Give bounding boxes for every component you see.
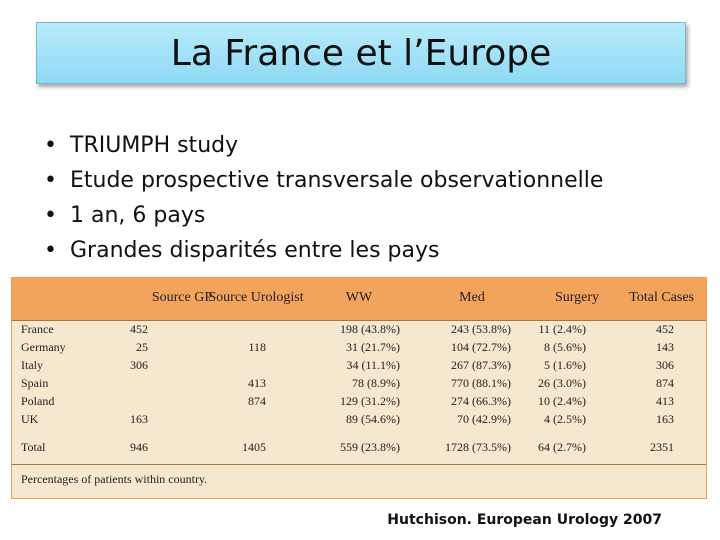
table-cell-med: 274 (66.3%) [451, 394, 511, 408]
table-cell-med: 70 (42.9%) [457, 412, 511, 426]
table-cell-surgery: 5 (1.6%) [544, 358, 586, 372]
table-cell-med: 104 (72.7%) [451, 340, 511, 354]
table-cell-country: Poland [21, 394, 55, 408]
table-cell-med: 1728 (73.5%) [445, 440, 511, 454]
bullet-text: Etude prospective transversale observationnelle [70, 168, 604, 193]
table-cell-ww: 31 (21.7%) [346, 340, 400, 354]
table-cell-gp: 946 [130, 440, 148, 454]
table-cell-uro: 413 [248, 376, 266, 390]
bullet-item [44, 198, 603, 233]
bullet-item [44, 163, 603, 198]
table-cell-uro: 874 [248, 394, 266, 408]
slide-title: La France et l’Europe [170, 32, 552, 74]
bullet-list [44, 128, 603, 268]
table-cell-surgery: 4 (2.5%) [544, 412, 586, 426]
table-cell-surgery: 26 (3.0%) [538, 376, 586, 390]
header-rule [12, 320, 706, 321]
table-cell-country: Spain [21, 376, 49, 390]
citation: Hutchison. European Urology 2007 [387, 512, 662, 528]
table-cell-total: 163 [656, 412, 674, 426]
data-table [11, 277, 707, 499]
table-header-cell: Surgery [554, 290, 600, 305]
bullet-icon: • [44, 168, 57, 193]
table-cell-country: UK [21, 412, 39, 426]
table-cell-gp: 452 [130, 322, 148, 336]
table-cell-uro: 1405 [242, 440, 266, 454]
bullet-icon: • [44, 203, 57, 228]
table-cell-total: 874 [656, 376, 674, 390]
table-cell-gp: 25 [136, 340, 148, 354]
table-cell-surgery: 64 (2.7%) [538, 440, 586, 454]
table-cell-ww: 78 (8.9%) [352, 376, 400, 390]
table-header-cell: Source Urologist [208, 290, 304, 305]
table-cell-med: 243 (53.8%) [451, 322, 511, 336]
table-header-cell: WW [345, 290, 373, 305]
table-cell-uro: 118 [248, 340, 266, 354]
table-cell-country: France [21, 322, 54, 336]
table-cell-ww: 559 (23.8%) [340, 440, 400, 454]
table-footnote: Percentages of patients within country. [21, 472, 208, 486]
table-cell-country: Germany [21, 340, 66, 354]
table-cell-total: 306 [656, 358, 674, 372]
bullet-text: Grandes disparités entre les pays [70, 238, 440, 263]
table-cell-country: Italy [21, 358, 43, 372]
table-cell-total: 413 [656, 394, 674, 408]
table-cell-surgery: 10 (2.4%) [538, 394, 586, 408]
bullet-text: TRIUMPH study [70, 133, 239, 158]
table-cell-ww: 198 (43.8%) [340, 322, 400, 336]
table-header-cell: Med [459, 290, 485, 305]
table-cell-surgery: 8 (5.6%) [544, 340, 586, 354]
footer-rule [12, 464, 706, 465]
bullet-item [44, 128, 603, 163]
table-cell-med: 267 (87.3%) [451, 358, 511, 372]
table-cell-country: Total [21, 440, 46, 454]
table-cell-gp: 163 [130, 412, 148, 426]
table-header-cell: Total Cases [629, 290, 694, 305]
table-cell-total: 143 [656, 340, 674, 354]
table-cell-ww: 129 (31.2%) [340, 394, 400, 408]
bullet-item [44, 233, 603, 268]
table-cell-ww: 89 (54.6%) [346, 412, 400, 426]
table-cell-surgery: 11 (2.4%) [538, 322, 586, 336]
title-box [36, 22, 686, 84]
bullet-icon: • [44, 238, 57, 263]
table-cell-total: 2351 [650, 440, 674, 454]
table-cell-ww: 34 (11.1%) [346, 358, 400, 372]
table-cell-med: 770 (88.1%) [451, 376, 511, 390]
table-header-cell: Source GP [151, 290, 213, 305]
bullet-icon: • [44, 133, 57, 158]
table-cell-total: 452 [656, 322, 674, 336]
bullet-text: 1 an, 6 pays [70, 203, 206, 228]
table-cell-gp: 306 [130, 358, 148, 372]
